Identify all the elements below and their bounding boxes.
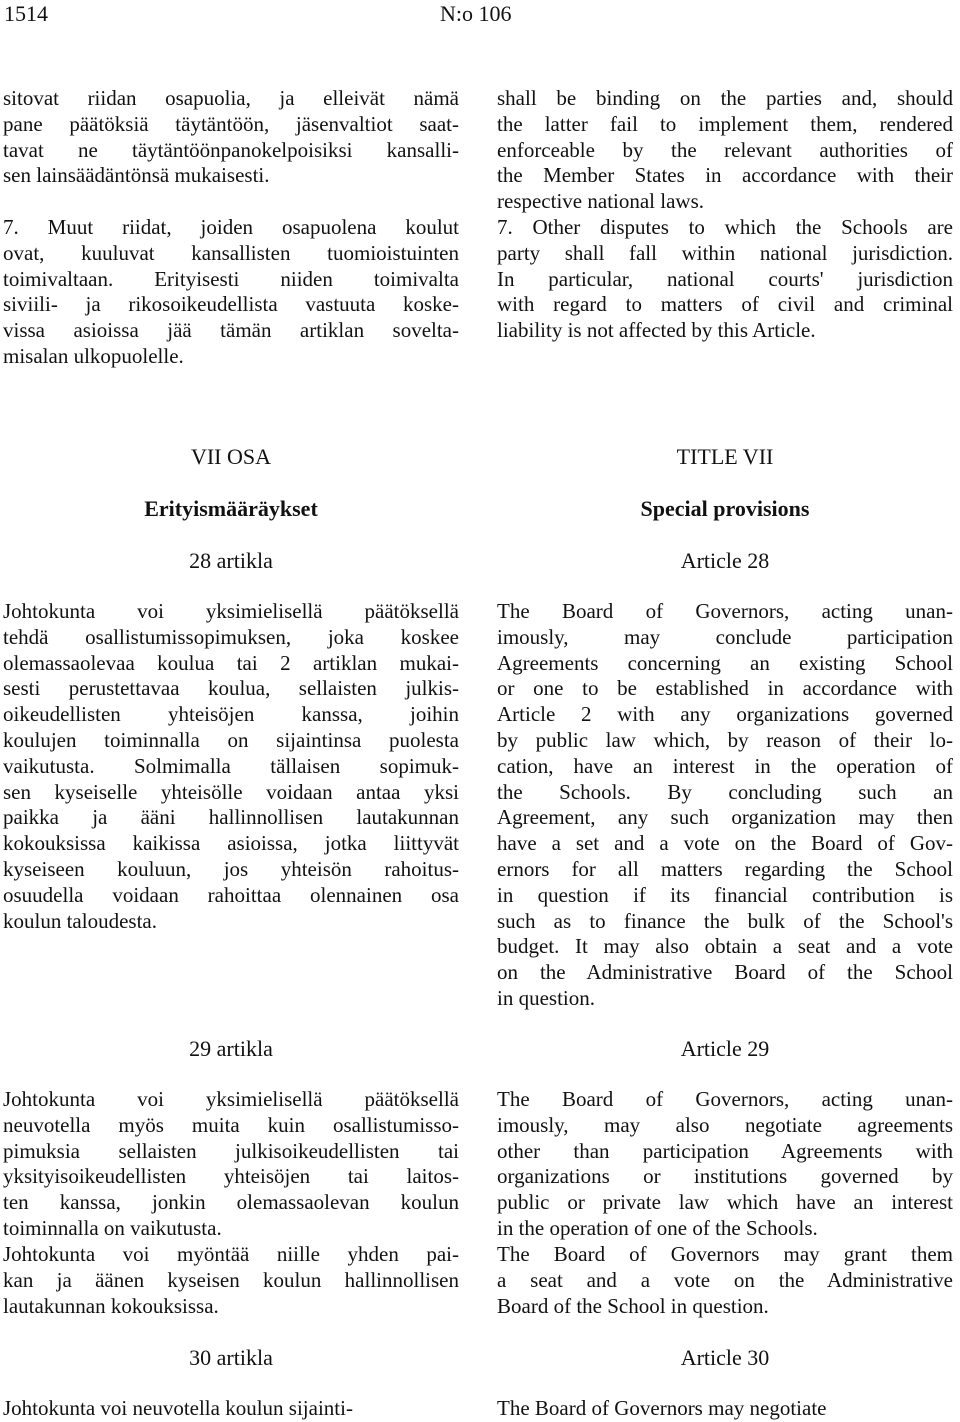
text-line: Johtokunta voi myöntää niille yhden pai- [3, 1242, 459, 1266]
text-line: ovat, kuuluvat kansallisten tuomioistuinten [3, 240, 459, 265]
text-line: imously, may also negotiate agreements [497, 1112, 953, 1137]
text-line: such as to finance the bulk of the School's [497, 908, 953, 933]
fi-article-30-heading: 30 artikla [189, 1345, 273, 1370]
text-line: Johtokunta voi yksimielisellä päätöksellä [3, 1087, 459, 1111]
en-part-subtitle: Special provisions [640, 496, 810, 521]
text-line: sitovat riidan osapuolia, ja elleivät nämä [3, 86, 459, 110]
text-line: The Board of Governors may negotiate [497, 1396, 827, 1420]
text-line: in question. [497, 985, 595, 1010]
fi-article-28-heading: 28 artikla [189, 548, 273, 573]
text-line: sen lainsäädäntönsä mukaisesti. [3, 163, 270, 188]
text-line: sen kyseiselle yhteisölle voidaan antaa yksi [3, 779, 459, 804]
fi-continuation-paragraph [3, 86, 459, 189]
text-line: Johtokunta voi neuvotella koulun sijainti- [3, 1396, 353, 1420]
text-line: enforceable by the relevant authorities of [497, 137, 953, 162]
en-paragraph-7 [497, 215, 953, 344]
fi-article-29-text-1 [3, 1087, 459, 1242]
text-line: Board of the School in question. [497, 1293, 769, 1318]
text-line: koulujen toiminnalla on sijaintinsa puolesta [3, 727, 459, 752]
text-line: or one to be established in accordance with [497, 676, 953, 701]
text-line: pane päätöksiä täytäntöön, jäsenvaltiot saat- [3, 111, 459, 136]
text-line: olemassaolevaa koulua tai 2 artiklan mukai- [3, 650, 459, 675]
text-line: imously, may conclude participation [497, 624, 953, 649]
fi-article-30-text [3, 1396, 459, 1422]
text-line: tehdä osallistumissopimuksen, joka koskee [3, 624, 459, 649]
en-article-29-text-1 [497, 1087, 953, 1242]
text-line: vissa asioissa jää tämän artiklan sovelta- [3, 318, 459, 343]
fi-article-29-text-2 [3, 1242, 459, 1319]
fi-article-28-text [3, 599, 459, 934]
en-article-28-text [497, 599, 953, 1012]
text-line: paikka ja ääni hallinnollisen lautakunnan [3, 805, 459, 830]
text-line: sesti perustettavaa koulua, sellaisten julkis- [3, 676, 459, 701]
text-line: kyseiseen kouluun, jos yhteisön rahoitus- [3, 856, 459, 881]
text-line: kokouksissa kaikissa asioissa, jotka liittyvät [3, 831, 459, 856]
text-line: a seat and a vote on the Administrative [497, 1267, 953, 1292]
en-article-29-heading: Article 29 [680, 1036, 770, 1061]
text-line: ten kanssa, jonkin olemassaolevan koulun [3, 1190, 459, 1215]
text-line: the Schools. By concluding such an [497, 779, 953, 804]
text-line: on the Administrative Board of the School [497, 960, 953, 985]
en-article-30-heading: Article 30 [680, 1345, 770, 1370]
text-line: toimivaltaan. Erityisesti niiden toimivalta [3, 266, 459, 291]
text-line: cation, have an interest in the operation of [497, 753, 953, 778]
text-line: The Board of Governors, acting unan- [497, 599, 953, 623]
text-line: liability is not affected by this Article. [497, 318, 816, 343]
text-line: the Member States in accordance with their [497, 163, 953, 188]
text-line: Agreement, any such organization may then [497, 805, 953, 830]
fi-part-subtitle: Erityismääräykset [144, 496, 318, 521]
text-line: yksityisoikeudellisten yhteisöjen tai laitos- [3, 1164, 459, 1189]
text-line: shall be binding on the parties and, should [497, 86, 953, 110]
text-line: tavat ne täytäntöönpanokelpoisiksi kansalli- [3, 137, 459, 162]
en-part-title: TITLE VII [676, 444, 774, 469]
text-line: in the operation of one of the Schools. [497, 1215, 818, 1240]
text-line: In particular, national courts' jurisdiction [497, 266, 953, 291]
en-article-30-text [497, 1396, 953, 1422]
en-continuation-paragraph [497, 86, 953, 215]
text-line: other than participation Agreements with [497, 1138, 953, 1163]
text-line: have a set and a vote on the Board of Gov- [497, 831, 953, 856]
text-line: 7. Other disputes to which the Schools are [497, 215, 953, 239]
text-line: oikeudellisten yhteisöjen kanssa, joihin [3, 702, 459, 727]
text-line: budget. It may also obtain a seat and a vote [497, 934, 953, 959]
text-line: toiminnalla on vaikutusta. [3, 1215, 222, 1240]
text-line: public or private law which have an interest [497, 1190, 953, 1215]
en-article-29-text-2 [497, 1242, 953, 1319]
text-line: with regard to matters of civil and criminal [497, 292, 953, 317]
text-line: the latter fail to implement them, rendered [497, 111, 953, 136]
fi-part-title: VII OSA [190, 444, 272, 469]
en-article-28-heading: Article 28 [680, 548, 770, 573]
text-line: Agreements concerning an existing School [497, 650, 953, 675]
text-line: 7. Muut riidat, joiden osapuolena koulut [3, 215, 459, 239]
text-line: The Board of Governors, acting unan- [497, 1087, 953, 1111]
text-line: pimuksia sellaisten julkisoikeudellisten tai [3, 1138, 459, 1163]
text-line: osuudella voidaan rahoittaa olennainen osa [3, 882, 459, 907]
text-line: siviili- ja rikosoikeudellista vastuuta koske- [3, 292, 459, 317]
text-line: misalan ulkopuolelle. [3, 343, 184, 368]
text-line: in question if its financial contribution is [497, 882, 953, 907]
text-line: organizations or institutions governed by [497, 1164, 953, 1189]
issue-number: N:o 106 [440, 1, 512, 26]
fi-article-29-heading: 29 artikla [189, 1036, 273, 1061]
text-line: neuvotella myös muita kuin osallistumisso- [3, 1112, 459, 1137]
page-number: 1514 [4, 1, 48, 26]
text-line: respective national laws. [497, 189, 705, 214]
text-line: by public law which, by reason of their lo- [497, 727, 953, 752]
text-line: Article 2 with any organizations governed [497, 702, 953, 727]
text-line: koulun taloudesta. [3, 908, 157, 933]
text-line: kan ja äänen kyseisen koulun hallinnollisen [3, 1267, 459, 1292]
text-line: The Board of Governors may grant them [497, 1242, 953, 1266]
text-line: party shall fall within national jurisdiction. [497, 240, 953, 265]
fi-paragraph-7 [3, 215, 459, 370]
text-line: lautakunnan kokouksissa. [3, 1293, 219, 1318]
text-line: Johtokunta voi yksimielisellä päätöksellä [3, 599, 459, 623]
text-line: ernors for all matters regarding the School [497, 856, 953, 881]
text-line: vaikutusta. Solmimalla tällaisen sopimuk- [3, 753, 459, 778]
